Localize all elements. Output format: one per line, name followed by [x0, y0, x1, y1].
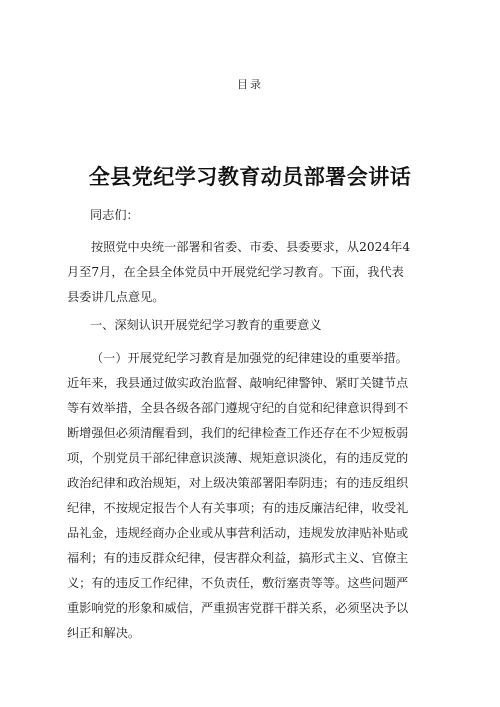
paragraph-line: 纠正和解决。	[67, 626, 141, 640]
paragraph-section1-item1	[67, 346, 441, 646]
paragraph-line: 等有效举措，全县各级各部门遵规守纪的自觉和纪律意识得到不	[67, 401, 409, 415]
paragraph-line: 政治纪律和政治规矩，对上级决策部署阳奉阴违；有的违反组织	[67, 476, 409, 490]
paragraph-intro	[67, 235, 441, 310]
paragraph-line: 县委讲几点意见。	[67, 290, 165, 304]
paragraph-line: 项，个别党员干部纪律意识淡薄、规矩意识淡化，有的违反党的	[67, 451, 409, 465]
salutation: 同志们：	[90, 208, 139, 222]
paragraph-line: 近年来，我县通过做实政治监督、敲响纪律警钟、紧盯关键节点	[67, 376, 409, 390]
paragraph-line: 福利；有的违反群众纪律，侵害群众利益，搞形式主义、官僚主	[67, 551, 409, 565]
paragraph-line: 重影响党的形象和威信，严重损害党群干群关系，必须坚决予以	[67, 601, 409, 615]
document-title: 全县党纪学习教育动员部署会讲话	[88, 165, 412, 189]
paragraph-line: 品礼金，违规经商办企业或从事营利活动，违规发放津贴补贴或	[67, 526, 409, 540]
paragraph-line: 按照党中央统一部署和省委、市委、县委要求，从2024年4	[91, 240, 411, 254]
paragraph-line: 义；有的违反工作纪律，不负责任，敷衍塞责等等。这些问题严	[67, 576, 409, 590]
paragraph-line: 月至7月，在全县全体党员中开展党纪学习教育。下面，我代表	[67, 265, 404, 279]
section-heading: 一、深刻认识开展党纪学习教育的重要意义	[90, 318, 322, 332]
toc-heading: 目录	[237, 78, 263, 91]
paragraph-line: （一）开展党纪学习教育是加强党的纪律建设的重要举措。	[91, 351, 408, 365]
paragraph-line: 断增强但必须清醒看到，我们的纪律检查工作还存在不少短板弱	[67, 426, 409, 440]
paragraph-line: 纪律，不按规定报告个人有关事项；有的违反廉洁纪律，收受礼	[67, 501, 409, 515]
